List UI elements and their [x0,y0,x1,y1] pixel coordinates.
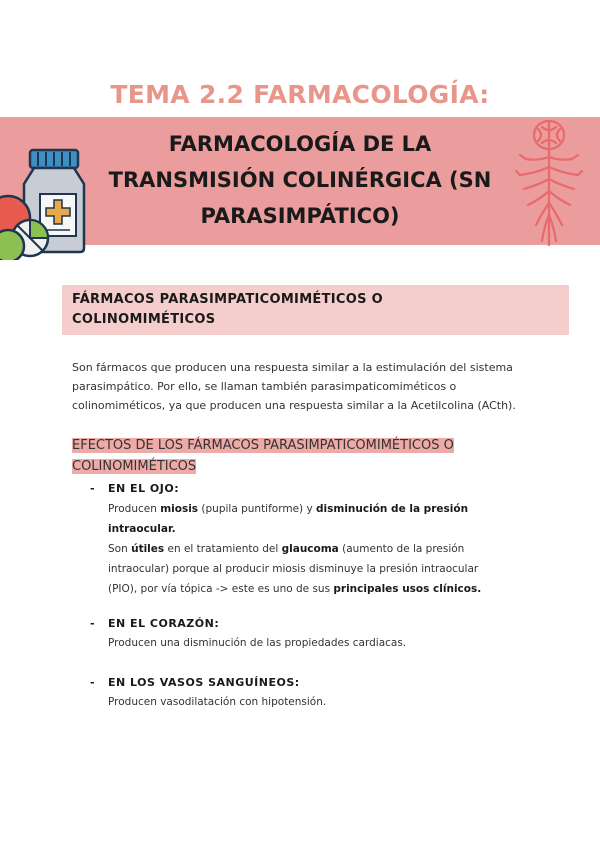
medicine-bottle-icon [0,140,90,260]
bold-text: disminución de la presión [316,503,469,515]
banner-title-line: FARMACOLOGÍA DE LA [168,132,432,156]
body-text: Son [108,543,132,555]
bold-text: principales usos clínicos. [333,583,482,595]
list-item-vessels-title [90,676,300,689]
list-item-title: EN EL CORAZÓN: [108,617,220,630]
body-text: Producen vasodilatación con hipotensión. [108,696,327,708]
body-text: Producen [108,503,161,515]
effects-heading [72,435,454,477]
list-item-eye-title [90,482,179,495]
body-text: (PIO), por vía tópica -> este es uno de sus [108,583,334,595]
intro-line: Son fármacos que producen una respuesta similar a la estimulación del sistema [72,361,513,374]
bold-text: glaucoma [281,543,339,555]
list-item-heart-body [108,633,538,653]
list-item-vessels-body [108,692,538,712]
list-item-heart-title [90,617,219,630]
bold-text: útiles [131,543,165,555]
list-dash: - [90,676,96,689]
nervous-system-icon [514,117,584,249]
list-dash: - [90,482,96,495]
body-text: intraocular) porque al producir miosis disminuye la presión intraocular [108,563,479,575]
document-title: TEMA 2.2 FARMACOLOGÍA: [110,80,490,109]
intro-line: parasimpático. Por ello, se llaman también parasimpaticomiméticos o [72,380,457,393]
body-text: Producen una disminución de las propiedades cardiacas. [108,637,407,649]
bold-text: intraocular. [108,523,176,535]
body-text: (aumento de la presión [338,543,465,555]
section-heading-line: FÁRMACOS PARASIMPATICOMIMÉTICOS O [72,292,383,307]
banner-title [90,126,510,234]
intro-line: colinomiméticos, ya que producen una respuesta similar a la Acetilcolina (ACth). [72,399,516,412]
effects-heading-line: EFECTOS DE LOS FÁRMACOS PARASIMPATICOMIMÉTICOS O [72,438,454,453]
bold-text: miosis [160,503,199,515]
list-item-eye-body [108,499,538,599]
list-item-title: EN EL OJO: [108,482,180,495]
list-dash: - [90,617,96,630]
intro-paragraph [72,358,552,415]
list-item-title: EN LOS VASOS SANGUÍNEOS: [108,676,300,689]
body-text: en el tratamiento del [164,543,282,555]
effects-heading-line: COLINOMIMÉTICOS [72,459,197,474]
banner-title-line: TRANSMISIÓN COLINÉRGICA (SN [108,168,492,192]
banner-title-line: PARASIMPÁTICO) [200,204,400,228]
body-text: (pupila puntiforme) y [198,503,317,515]
section-heading [62,285,569,335]
section-heading-line: COLINOMIMÉTICOS [72,312,216,327]
